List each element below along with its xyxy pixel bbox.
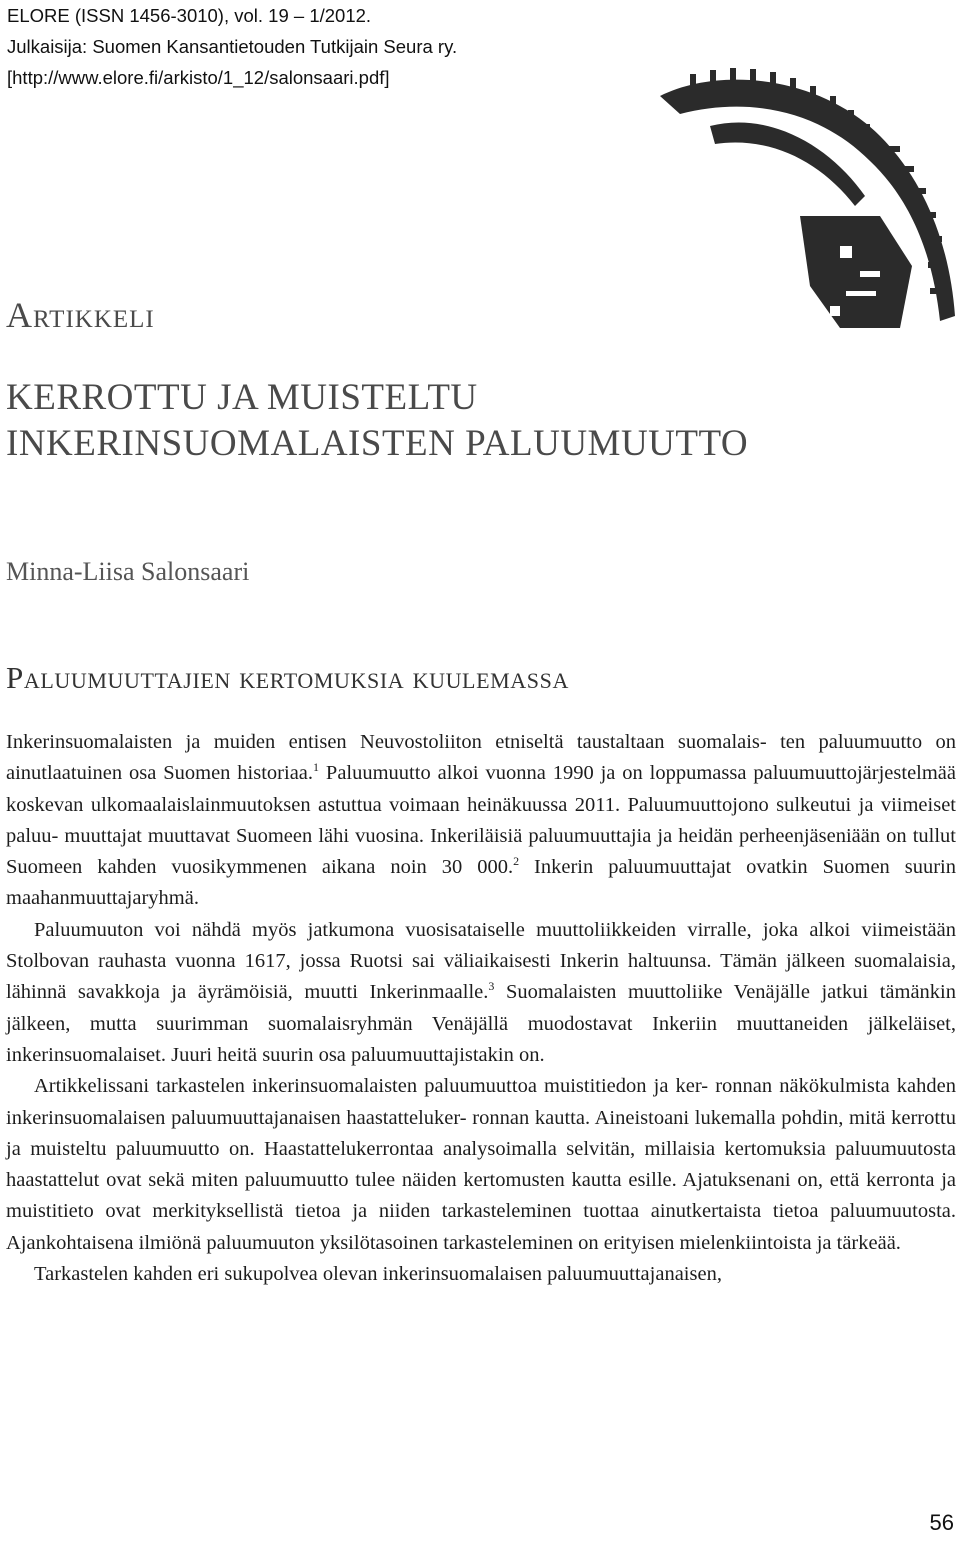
publisher-line: Julkaisija: Suomen Kansantietouden Tutkijain Seura ry.	[7, 36, 458, 57]
paragraph-text: Inkerin paluumuuttajat ovatkin Suomen suurin maahanmuuttajaryhmä.	[6, 856, 956, 910]
footnote-ref-1[interactable]: 1	[313, 760, 320, 775]
reindeer-antler-logo-icon	[650, 66, 960, 336]
section-label: Artikkeli	[6, 295, 155, 335]
article-body	[6, 727, 956, 1290]
footnote-ref-3[interactable]: 3	[488, 979, 495, 994]
paragraph-text: Suomalaisten muuttoliike Venäjälle jatkui tämänkin jälkeen, mutta suurimman suomalaisryhmän Venäjällä muodostavat Inkeriin muuttaneiden jälkeläiset, inkerinsuomalaiset. Juuri heitä suurin osa paluumuuttajistakin on.	[6, 981, 956, 1066]
paragraph-text: Inkerinsuomalaisten ja muiden entisen Neuvostoliiton etniseltä taustaltaan suomalais- ten paluumuutto on ainutlaatuinen osa Suomen historiaa.	[6, 731, 956, 785]
title-line-2: INKERINSUOMALAISTEN PALUUMUUTTO	[6, 423, 749, 464]
author-name: Minna-Liisa Salonsaari	[6, 557, 250, 586]
journal-citation: ELORE (ISSN 1456-3010), vol. 19 – 1/2012.	[7, 5, 372, 26]
paragraph-text: Paluumuuton voi nähdä myös jatkumona vuosisataiselle muuttoliikkeiden virralle, joka alkoi viimeistään Stolbovan rauhasta vuonna 1617, jossa Ruotsi sai väliaikaisesti Inkerin haltuunsa. Tämän jälkeen suomalaisia, lähinnä savakkoja ja äyrämöisiä, muutti Inkerinmaalle.	[6, 918, 956, 1004]
paragraph-3: Artikkelissani tarkastelen inkerinsuomalaisten paluumuuttoa muistitiedon ja ker- ronnan näkökulmista kahden inkerinsuomalaisen paluumuuttajanaisen haastatteluker- ronnan kautta. Aineistoani lukemalla pohdin, mitä kerrottu ja muisteltu paluumuutto on. Haastattelukerrontaa analysoimalla selvitän, millaisia kertomuksia paluumuutosta haastattelut ovat sekä miten paluumuutto tulee näiden kertomusten kautta esille. Ajatuksenani on, että kerronta ja muistitieto ovat merkityksellistä tietoa ja niiden tarkasteleminen tuottaa ainutkertaista tietoa paluumuutosta. Ajankohtaisena ilmiönä paluumuuton yksilötasoinen tarkasteleminen on erityisen mielenkiintoista ja tärkeää.	[6, 1075, 956, 1254]
journal-header	[7, 0, 457, 93]
page-number: 56	[929, 1510, 954, 1535]
source-url[interactable]: [http://www.elore.fi/arkisto/1_12/salonsaari.pdf]	[7, 67, 390, 88]
section-subheading: Paluumuuttajien kertomuksia kuulemassa	[6, 660, 569, 695]
footnote-ref-2[interactable]: 2	[513, 854, 520, 869]
paragraph-2	[6, 915, 956, 1071]
title-line-1: KERROTTU JA MUISTELTU	[6, 377, 478, 418]
paragraph-4: Tarkastelen kahden eri sukupolvea olevan inkerinsuomalaisen paluumuuttajanaisen,	[34, 1263, 722, 1286]
paragraph-text: Paluumuutto alkoi vuonna 1990 ja on loppumassa paluumuuttojärjestelmää koskevan ulkomaalaislainmuutoksen astuttua voimaan heinäkuussa 2011. Paluumuuttojono sulkeutui ja viimeiset paluu- muuttajat muuttavat Suomeen lähi vuosina. Inkeriläisiä paluumuuttajia ja heidän perheenjäseniään on tullut Suomeen kahden vuosikymmenen aikana noin 30 000.	[6, 762, 957, 879]
article-title	[6, 375, 748, 467]
paragraph-1	[6, 727, 956, 915]
